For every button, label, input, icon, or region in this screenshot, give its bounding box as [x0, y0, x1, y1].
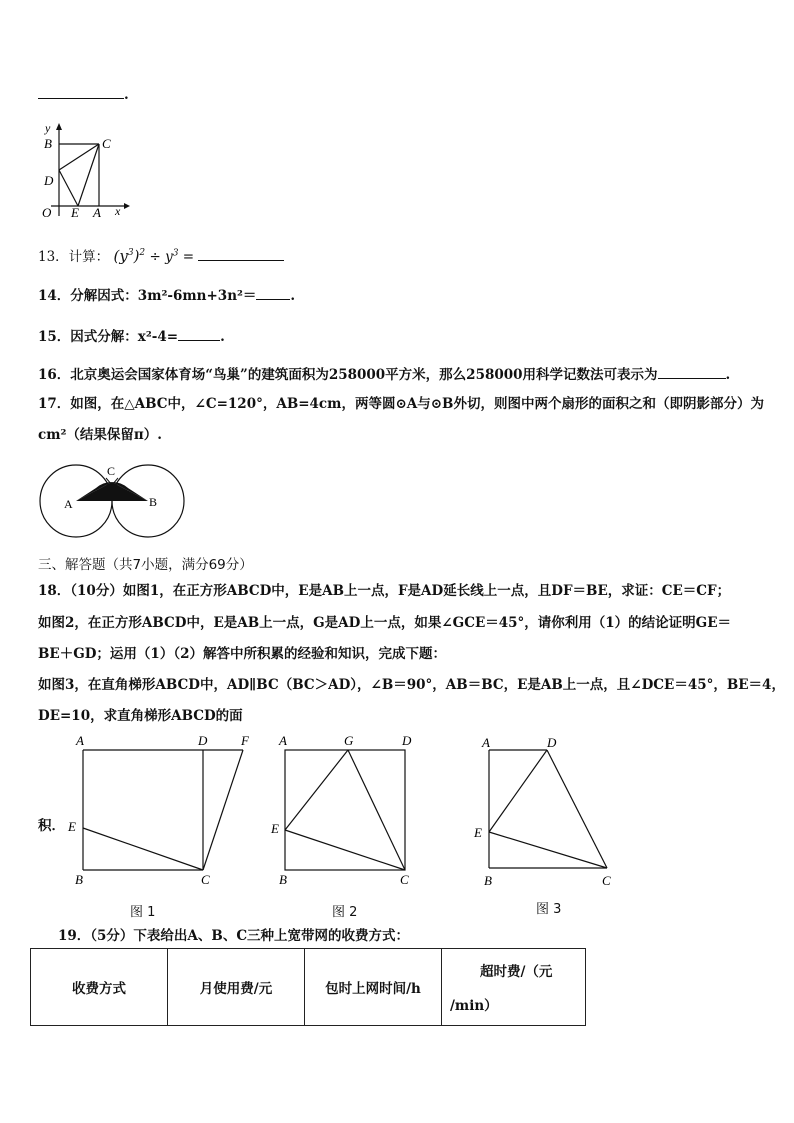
question-18-line6: 积． — [38, 818, 65, 834]
label-E: E — [68, 819, 76, 834]
figure-2-caption: 图 2 — [332, 905, 358, 920]
label-C: C — [107, 464, 116, 478]
label-E: E — [71, 205, 79, 220]
question-18-line4: 如图3，在直角梯形ABCD中，AD∥BC（BC＞AD），∠B＝90°，AB＝BC，E是AB上一点，且∠DCE＝45°，BE＝4， — [38, 677, 785, 693]
answer-blank — [658, 364, 726, 379]
label-C: C — [102, 136, 111, 151]
question-15: 15．因式分解：x²-4= . — [38, 326, 225, 346]
label-G: G — [344, 733, 354, 748]
header-cell: 超时费/（元 /min） — [442, 949, 586, 1026]
question-17-line2: cm²（结果保留π）. — [38, 427, 162, 443]
label-C: C — [400, 872, 409, 887]
q12-coordinate-figure — [38, 118, 138, 220]
q18-figure-2 — [268, 732, 428, 892]
label-B: B — [149, 495, 158, 509]
label-D: D — [547, 735, 557, 750]
question-18-line1: 18．（10分）如图1，在正方形ABCD中，E是AB上一点，F是AD延长线上一点，且DF＝BE，求证：CE＝CF； — [38, 583, 731, 599]
label-B: B — [75, 872, 83, 887]
q18-figure-1 — [66, 732, 266, 892]
header-cell: 包时上网时间/h — [305, 949, 442, 1026]
answer-blank — [256, 285, 290, 300]
label-E: E — [271, 821, 279, 836]
label-D: D — [44, 173, 54, 188]
question-18-line3: BE＋GD；运用（1）（2）解答中所积累的经验和知识，完成下题： — [38, 646, 446, 662]
question-19: 19．（5分）下表给出A、B、C三种上宽带网的收费方式： — [58, 928, 410, 944]
q18-figure-3 — [470, 732, 630, 892]
question-17-line1: 17．如图，在△ABC中，∠C=120°，AB=4cm，两等圆⊙A与⊙B外切，则图中两个扇形的面积之和（即阴影部分）为 — [38, 396, 764, 412]
figure-3-caption: 图 3 — [536, 902, 562, 917]
label-B: B — [44, 136, 52, 151]
label-B: B — [279, 872, 287, 887]
answer-blank — [38, 84, 124, 99]
header-cell: 收费方式 — [31, 949, 168, 1026]
answer-blank — [178, 326, 220, 341]
label-x: x — [115, 204, 121, 218]
header-cell: 月使用费/元 — [168, 949, 305, 1026]
figure-1-caption: 图 1 — [130, 905, 156, 920]
label-E: E — [474, 825, 482, 840]
label-D: D — [402, 733, 412, 748]
answer-blank — [198, 246, 284, 261]
label-C: C — [602, 873, 611, 888]
section-3-title: 三、解答题（共7小题，满分69分） — [38, 557, 253, 573]
question-18-line5: DE=10，求直角梯形ABCD的面 — [38, 708, 243, 724]
label-y: y — [45, 121, 51, 135]
label-A: A — [64, 497, 73, 511]
label-B: B — [484, 873, 492, 888]
label-A: A — [93, 205, 101, 220]
label-C: C — [201, 872, 210, 887]
question-14: 14．分解因式：3m²-6mn+3n²＝ . — [38, 285, 295, 305]
label-D: D — [198, 733, 208, 748]
label-A: A — [279, 733, 287, 748]
q12-answer-line: . — [38, 84, 129, 104]
label-A: A — [482, 735, 490, 750]
question-18-line2: 如图2，在正方形ABCD中，E是AB上一点，G是AD上一点，如果∠GCE＝45°，请你利用（1）的结论证明GE＝ — [38, 615, 731, 631]
table-header-row — [31, 949, 586, 1026]
label-A: A — [76, 733, 84, 748]
question-13: 13．计算： $(y^3)^2 \div y^3$ = — [38, 244, 284, 266]
question-16: 16．北京奥运会国家体育场“鸟巢”的建筑面积为258000平方米，那么258000用科学记数法可表示为 . — [38, 364, 730, 384]
q17-circles-figure — [38, 460, 188, 544]
fee-table — [30, 948, 586, 1026]
label-O: O — [42, 205, 52, 220]
label-F: F — [241, 733, 249, 748]
